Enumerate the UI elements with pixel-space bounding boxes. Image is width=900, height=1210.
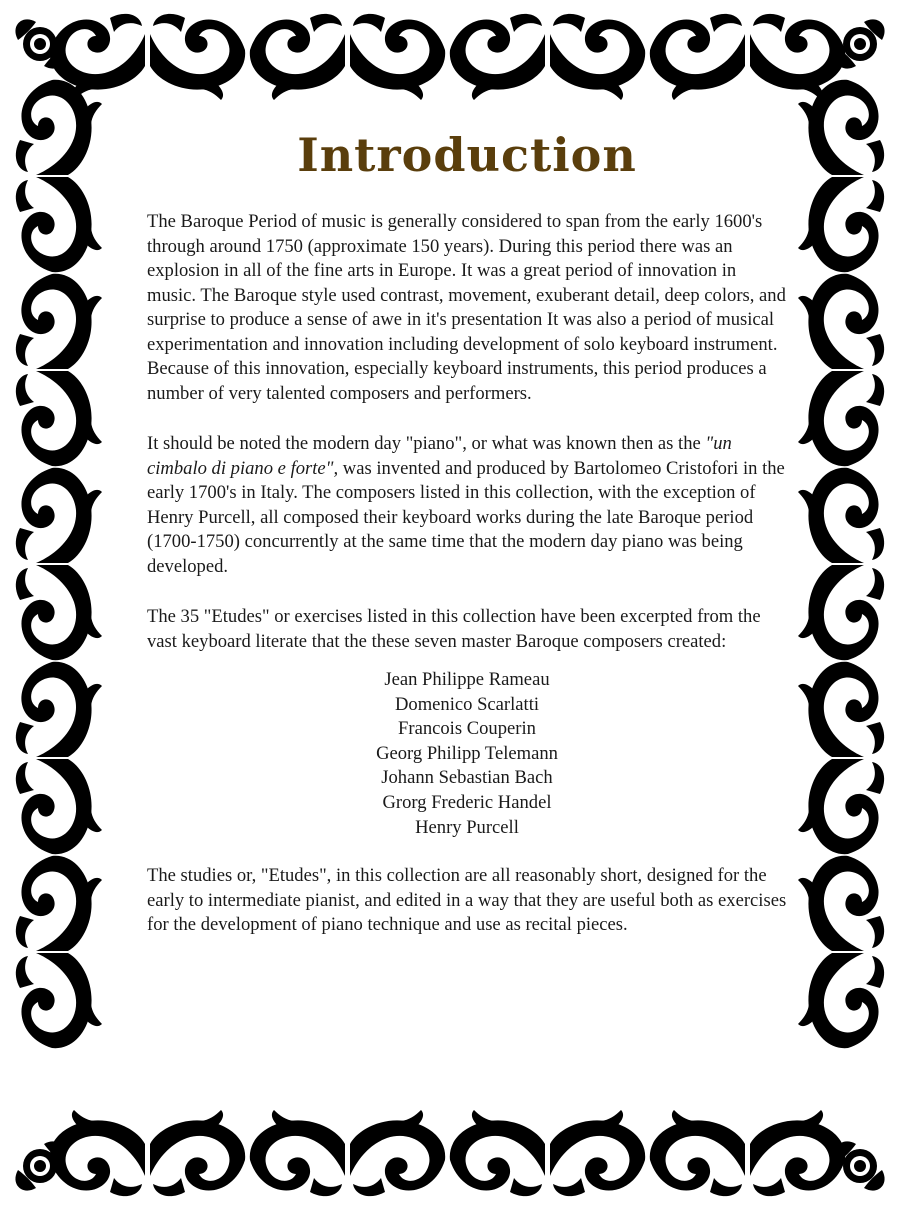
document-body bbox=[147, 128, 787, 938]
composer-item: Henry Purcell bbox=[415, 816, 519, 838]
paragraph-2-text-a: It should be noted the modern day "piano", or what was known then as the bbox=[147, 433, 706, 454]
border-scroll-ornament bbox=[16, 274, 102, 369]
border-scroll-ornament bbox=[798, 274, 884, 369]
page-title: Introduction bbox=[297, 128, 637, 182]
paragraph-2-text-b: was invented and produced by Bartolomeo Cristofori in the early 1700's in Italy. The composers listed in this collection, with the exception of Henry Purcell, all composed their keyboard works during the late Baroque period (1700-1750) concurrently at the same time that the modern day piano was being developed. bbox=[147, 457, 785, 577]
border-scroll-ornament bbox=[798, 565, 884, 660]
composer-item: Francois Couperin bbox=[398, 718, 536, 740]
intro-paragraph-1: The Baroque Period of music is generally considered to span from the early 1600's through around 1750 (approximate 150 years). During this period there was an explosion in all of the fine arts in Europe. It was a great period of innovation in music. The Baroque style used contrast, movement, exuberant detail, deep colors, and surprise to produce a sense of awe in it's presentation It was also a period of musical experimentation and innovation including development of solo keyboard instrument. Because of this innovation, especially keyboard instruments, this period produces a number of very talented composers and performers. bbox=[147, 211, 786, 404]
composer-item: Grorg Frederic Handel bbox=[382, 791, 552, 813]
corner-rosette-ornament bbox=[835, 19, 884, 68]
intro-paragraph-3: The 35 "Etudes" or exercises listed in this collection have been excerpted from the vast keyboard literate that the these seven master Baroque composers created: bbox=[147, 606, 761, 652]
composer-list bbox=[147, 668, 787, 840]
border-scroll-ornament bbox=[450, 1110, 545, 1196]
composer-item: Jean Philippe Rameau bbox=[384, 669, 550, 690]
border-scroll-ornament bbox=[650, 1110, 745, 1196]
border-scroll-ornament bbox=[798, 856, 884, 951]
border-scroll-ornament bbox=[16, 662, 102, 757]
composer-item: Johann Sebastian Bach bbox=[381, 767, 553, 789]
border-scroll-ornament bbox=[350, 14, 445, 100]
border-scroll-ornament bbox=[16, 953, 102, 1048]
border-scroll-ornament bbox=[798, 662, 884, 757]
border-scroll-ornament bbox=[16, 371, 102, 466]
border-scroll-ornament bbox=[798, 759, 884, 854]
composer-item: Domenico Scarlatti bbox=[394, 693, 540, 715]
border-scroll-ornament bbox=[550, 1110, 645, 1196]
border-scroll-ornament bbox=[250, 14, 345, 100]
corner-rosette-ornament bbox=[835, 1141, 884, 1190]
border-scroll-ornament bbox=[798, 371, 884, 466]
border-scroll-ornament bbox=[798, 953, 884, 1048]
border-scroll-ornament bbox=[798, 177, 884, 272]
border-scroll-ornament bbox=[250, 1110, 345, 1196]
border-scroll-ornament bbox=[16, 759, 102, 854]
border-scroll-ornament bbox=[750, 1110, 845, 1196]
border-scroll-ornament bbox=[16, 565, 102, 660]
border-scroll-ornament bbox=[150, 1110, 245, 1196]
border-scroll-ornament bbox=[350, 1110, 445, 1196]
intro-paragraph-2 bbox=[147, 432, 787, 579]
composer-item: Georg Philipp Telemann bbox=[376, 742, 558, 764]
border-scroll-ornament bbox=[798, 468, 884, 563]
border-scroll-ornament bbox=[16, 80, 102, 175]
border-scroll-ornament bbox=[650, 14, 745, 100]
border-scroll-ornament bbox=[450, 14, 545, 100]
border-scroll-ornament bbox=[16, 177, 102, 272]
border-scroll-ornament bbox=[150, 14, 245, 100]
intro-paragraph-4: The studies or, "Etudes", in this collection are all reasonably short, designed for the early to intermediate pianist, and edited in a way that they are useful both as exercises for the development of piano technique and use as recital pieces. bbox=[147, 865, 787, 936]
border-scroll-ornament bbox=[16, 468, 102, 563]
border-scroll-ornament bbox=[16, 856, 102, 951]
border-scroll-ornament bbox=[798, 80, 884, 175]
paragraph-2-italic-phrase: "un cimbalo di piano e forte", bbox=[147, 433, 732, 479]
border-scroll-ornament bbox=[550, 14, 645, 100]
